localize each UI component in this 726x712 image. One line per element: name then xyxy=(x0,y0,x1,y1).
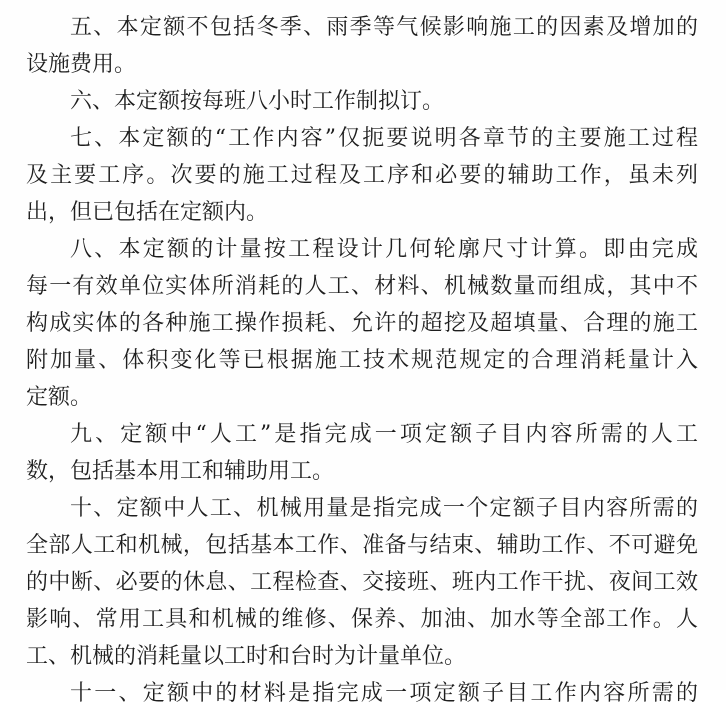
paragraph-8-line-5: 定额。 xyxy=(26,385,93,410)
paragraph-8-line-1: 八、本定额的计量按工程设计几何轮廓尺寸计算。即由完成 xyxy=(70,237,698,262)
paragraph-10-line-5: 工、机械的消耗量以工时和台时为计量单位。 xyxy=(26,644,467,669)
paragraph-8-line-2: 每一有效单位实体所消耗的人工、材料、机械数量而组成，其中不 xyxy=(26,274,698,299)
paragraph-7-line-3: 出，但已包括在定额内。 xyxy=(26,200,269,225)
paragraph-10-line-2: 全部人工和机械，包括基本工作、准备与结束、辅助工作、不可避免 xyxy=(26,533,698,558)
paragraph-11-line-1: 十一、定额中的材料是指完成一项定额子目工作内容所需的 xyxy=(70,681,698,706)
paragraph-9-line-2: 数，包括基本用工和辅助用工。 xyxy=(26,459,335,484)
paragraph-8-line-3: 构成实体的各种施工操作损耗、允许的超挖及超填量、合理的施工 xyxy=(26,311,698,336)
paragraph-8-line-4: 附加量、体积变化等已根据施工技术规范规定的合理消耗量计入 xyxy=(26,348,698,373)
paragraph-6-line-1: 六、本定额按每班八小时工作制拟订。 xyxy=(70,89,445,114)
paragraph-9-line-1: 九、定额中“人工”是指完成一项定额子目内容所需的人工 xyxy=(70,422,698,447)
paragraph-7-line-2: 及主要工序。次要的施工过程及工序和必要的辅助工作，虽未列 xyxy=(26,163,698,188)
paragraph-7-line-1: 七、本定额的“工作内容”仅扼要说明各章节的主要施工过程 xyxy=(70,126,698,151)
paragraph-5-line-1: 五、本定额不包括冬季、雨季等气候影响施工的因素及增加的 xyxy=(70,15,698,40)
paragraph-10-line-4: 影响、常用工具和机械的维修、保养、加油、加水等全部工作。人 xyxy=(26,607,698,632)
paragraph-5-line-2: 设施费用。 xyxy=(26,52,137,77)
paragraph-10-line-3: 的中断、必要的休息、工程检查、交接班、班内工作干扰、夜间工效 xyxy=(26,570,698,595)
paragraph-10-line-1: 十、定额中人工、机械用量是指完成一个定额子目内容所需的 xyxy=(70,496,698,521)
